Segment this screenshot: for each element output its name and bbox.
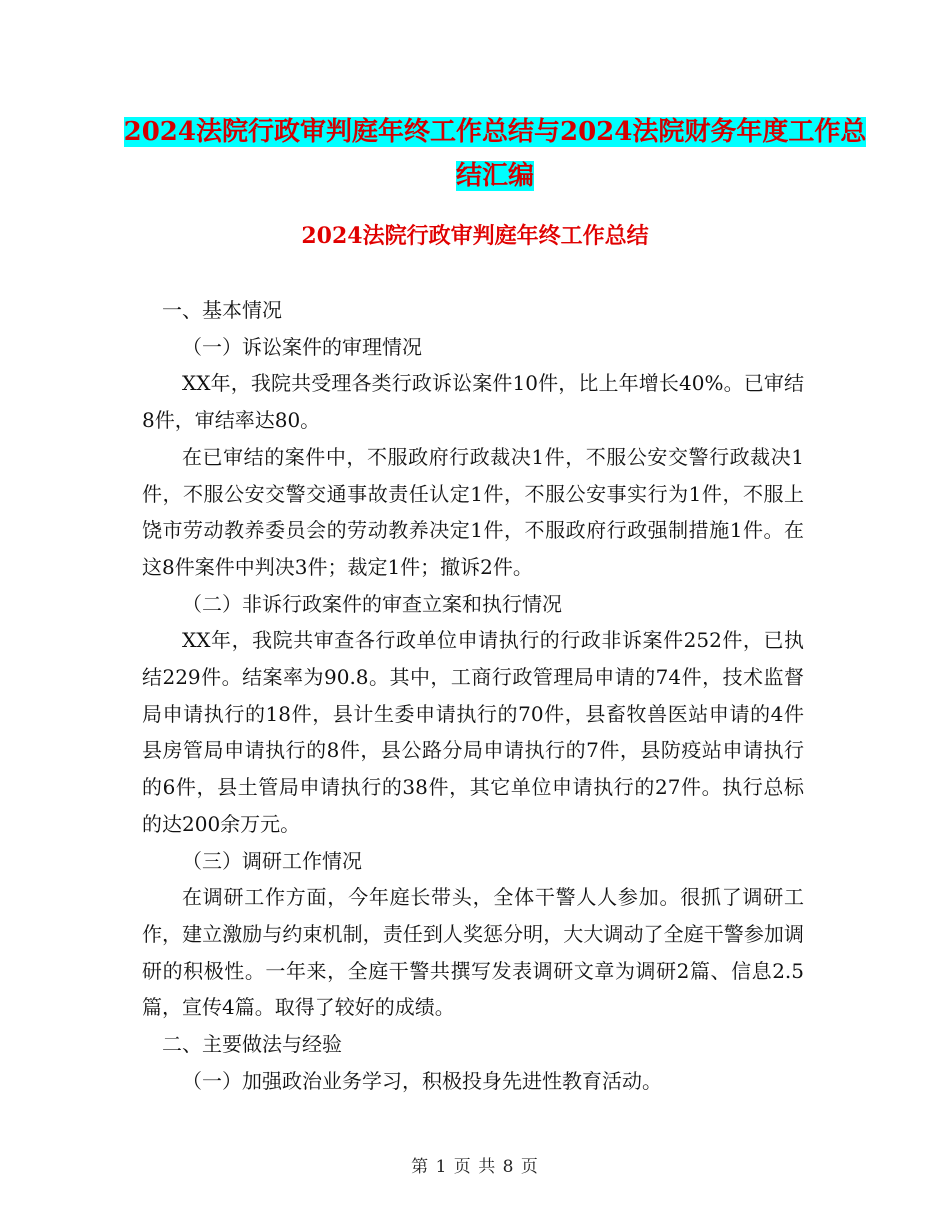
paragraph: XX年，我院共审查各行政单位申请执行的行政非诉案件252件，已执结229件。结案率为90.8。其中，工商行政管理局申请的74件，技术监督局申请执行的18件，县计生委申请执行的70件，县畜牧兽医站申请的4件县房管局申请执行的8件，县公路分局申请执行的7件，县防疫站申请执行的6件，县土管局申请执行的38件，其它单位申请执行的27件。执行总标的达200余万元。 <box>142 628 804 836</box>
page-number: 第 1 页 共 8 页 <box>411 1157 539 1177</box>
document-title <box>120 110 870 198</box>
paragraph: （一）诉讼案件的审理情况 <box>182 334 422 359</box>
section-heading: 一、基本情况 <box>162 298 282 322</box>
paragraph: XX年，我院共受理各类行政诉讼案件10件，比上年增长40%。已审结8件，审结率达80。 <box>142 371 804 433</box>
document-title-text: 2024法院行政审判庭年终工作总结与2024法院财务年度工作总结汇编 <box>123 117 867 191</box>
paragraph: 在调研工作方面，今年庭长带头，全体干警人人参加。很抓了调研工作，建立激励与约束机制，责任到人奖惩分明，大大调动了全庭干警参加调研的积极性。一年来，全庭干警共撰写发表调研文章为调研2篇、信息2.5篇，宣传4篇。取得了较好的成绩。 <box>142 885 804 1020</box>
document-body <box>142 292 804 1099</box>
paragraph: （三）调研工作情况 <box>182 848 362 873</box>
paragraph: （二）非诉行政案件的审查立案和执行情况 <box>182 591 562 616</box>
paragraph: 在已审结的案件中，不服政府行政裁决1件，不服公安交警行政裁决1件，不服公安交警交通事故责任认定1件，不服公安事实行为1件，不服上饶市劳动教养委员会的劳动教养决定1件，不服政府行政强制措施1件。在这8件案件中判决3件；裁定1件；撤诉2件。 <box>142 444 804 579</box>
section-title: 2024法院行政审判庭年终工作总结 <box>301 223 649 249</box>
section-heading: 二、主要做法与经验 <box>162 1032 342 1057</box>
paragraph: （一）加强政治业务学习，积极投身先进性教育活动。 <box>182 1068 662 1093</box>
